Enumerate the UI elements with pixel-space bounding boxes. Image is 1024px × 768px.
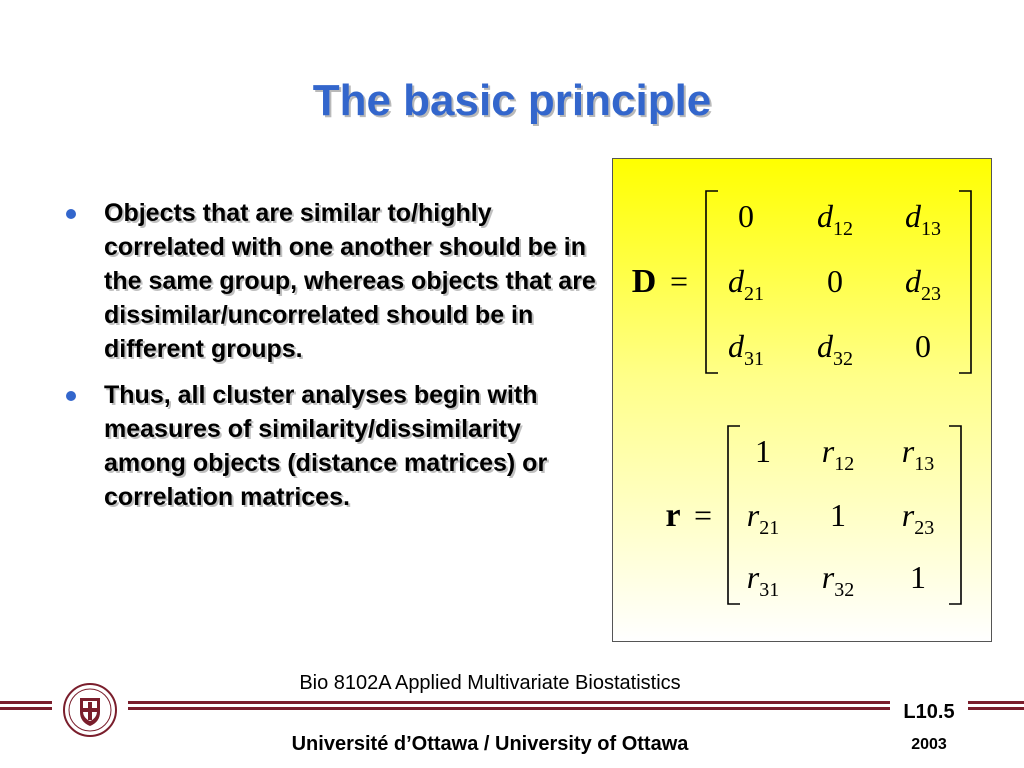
slide-year: 2003 [911,736,947,753]
matrix-r-cell: $r_{32}$ [821,559,855,601]
matrix-d-cell: $d_{21}$ [728,263,764,305]
matrix-d-equals: = [669,263,689,299]
bullet-dot-icon [66,391,76,401]
matrix-d-cell: 0 [738,198,754,234]
matrix-panel [612,158,992,642]
matrix-d-symbol: D [631,263,657,300]
matrix-r-cell: $r_{31}$ [746,559,780,601]
matrix-r-cell: 1 [910,559,926,595]
matrix-r-right-bracket [949,426,961,604]
matrix-r-cell: $r_{13}$ [901,433,935,475]
matrix-r-equals: = [693,497,713,533]
bullet-list [62,196,602,526]
matrix-r-cell: 1 [830,497,846,533]
matrix-r-cell: $r_{21}$ [746,497,780,539]
course-name: Bio 8102A Applied Multivariate Biostatistics [299,672,681,694]
university-crest-logo [52,680,128,740]
matrix-r-cell: $r_{23}$ [901,497,935,539]
matrix-d-cell: 0 [827,263,843,299]
slide-number: L10.5 [903,701,955,723]
bullet-item [62,378,602,514]
matrix-d-left-bracket [706,191,718,373]
university-name: Université d’Ottawa / University of Ottawa [291,733,689,755]
matrix-r-cell: $r_{12}$ [821,433,855,475]
matrix-r-left-bracket [728,426,740,604]
footer-divider-center [128,701,890,710]
matrix-d-cell: $d_{31}$ [728,328,764,370]
slide-title: The basic principle [312,76,712,125]
bullet-text: Objects that are similar to/highly correlated with one another should be in the same group, whereas objects that are dissimilar/uncorrelated should be in different groups. [104,199,596,363]
matrix-r-cell: 1 [755,433,771,469]
matrix-d-cell: $d_{32}$ [817,328,853,370]
matrix-d-cell: $d_{12}$ [817,198,853,240]
footer-divider-right [968,701,1024,710]
matrix-equations [613,159,991,641]
footer-divider-left [0,701,52,710]
matrix-r-symbol: r [665,497,681,534]
bullet-dot-icon [66,209,76,219]
matrix-d-cell: 0 [915,328,931,364]
bullet-text: Thus, all cluster analyses begin with measures of similarity/dissimilarity among objects (distance matrices) or correlation matrices. [104,381,548,511]
matrix-d-cell: $d_{13}$ [905,198,941,240]
bullet-item [62,196,602,366]
matrix-d-right-bracket [959,191,971,373]
matrix-d-cell: $d_{23}$ [905,263,941,305]
